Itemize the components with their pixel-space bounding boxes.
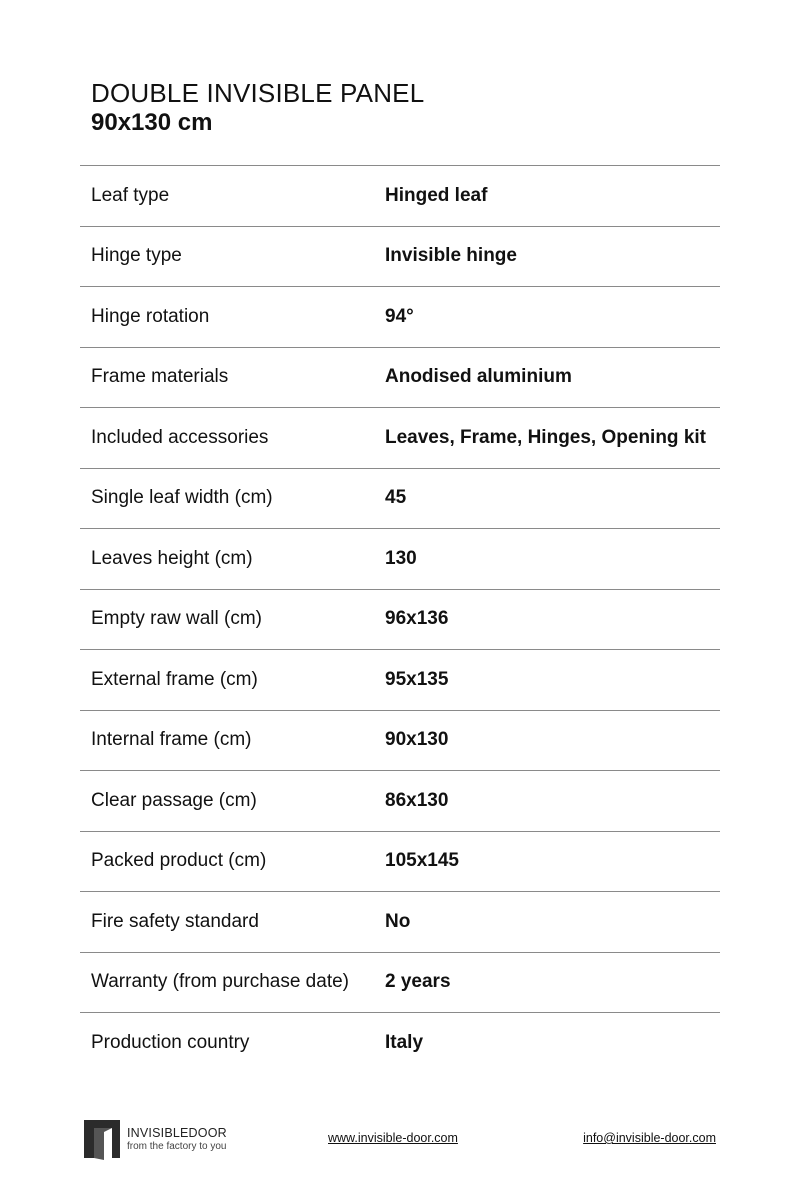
table-row xyxy=(80,711,720,772)
spec-label: Internal frame (cm) xyxy=(91,729,252,751)
spec-value: 95x135 xyxy=(385,668,449,690)
spec-label: Leaf type xyxy=(91,184,170,206)
spec-label: Frame materials xyxy=(91,366,229,388)
spec-table xyxy=(80,165,720,1074)
spec-label: External frame (cm) xyxy=(91,668,258,690)
website-link[interactable]: www.invisible-door.com xyxy=(328,1131,458,1145)
spec-value: 105x145 xyxy=(385,850,459,872)
door-logo-icon xyxy=(82,1118,122,1160)
spec-value: 45 xyxy=(385,487,407,509)
spec-value: Invisible hinge xyxy=(385,245,517,267)
table-row xyxy=(80,166,720,227)
table-row xyxy=(80,348,720,409)
logo-tagline: from the factory to you xyxy=(127,1140,227,1152)
spec-label: Leaves height (cm) xyxy=(91,547,253,569)
page-title: DOUBLE INVISIBLE PANEL xyxy=(91,78,425,108)
table-row xyxy=(80,1013,720,1074)
spec-value: No xyxy=(385,910,411,932)
spec-value: 2 years xyxy=(385,971,451,993)
brand-logo xyxy=(82,1118,227,1160)
header xyxy=(91,78,424,138)
table-row xyxy=(80,227,720,288)
table-row xyxy=(80,529,720,590)
spec-label: Hinge type xyxy=(91,245,182,267)
spec-value: 86x130 xyxy=(385,789,449,811)
spec-label: Included accessories xyxy=(91,426,269,448)
spec-label: Fire safety standard xyxy=(91,910,259,932)
page-subtitle: 90x130 cm xyxy=(91,109,213,136)
footer xyxy=(82,1118,718,1162)
spec-value: Hinged leaf xyxy=(385,184,488,206)
spec-value: 96x136 xyxy=(385,608,449,630)
logo-wordmark: INVISIBLEDOOR xyxy=(127,1125,227,1140)
spec-value: Italy xyxy=(385,1032,424,1054)
table-row xyxy=(80,771,720,832)
spec-value: Anodised aluminium xyxy=(385,366,572,388)
spec-value: 90x130 xyxy=(385,729,449,751)
spec-label: Packed product (cm) xyxy=(91,850,267,872)
table-row xyxy=(80,287,720,348)
spec-value: 94° xyxy=(385,305,414,327)
spec-value: Leaves, Frame, Hinges, Opening kit xyxy=(385,426,706,448)
spec-label: Hinge rotation xyxy=(91,305,210,327)
table-row xyxy=(80,953,720,1014)
table-row xyxy=(80,832,720,893)
table-row xyxy=(80,892,720,953)
spec-label: Single leaf width (cm) xyxy=(91,487,273,509)
spec-label: Production country xyxy=(91,1032,250,1054)
table-row xyxy=(80,408,720,469)
table-row xyxy=(80,469,720,530)
spec-label: Warranty (from purchase date) xyxy=(91,971,349,993)
spec-value: 130 xyxy=(385,547,417,569)
table-row xyxy=(80,590,720,651)
email-link[interactable]: info@invisible-door.com xyxy=(583,1131,716,1145)
spec-label: Empty raw wall (cm) xyxy=(91,608,263,630)
spec-label: Clear passage (cm) xyxy=(91,789,257,811)
table-row xyxy=(80,650,720,711)
